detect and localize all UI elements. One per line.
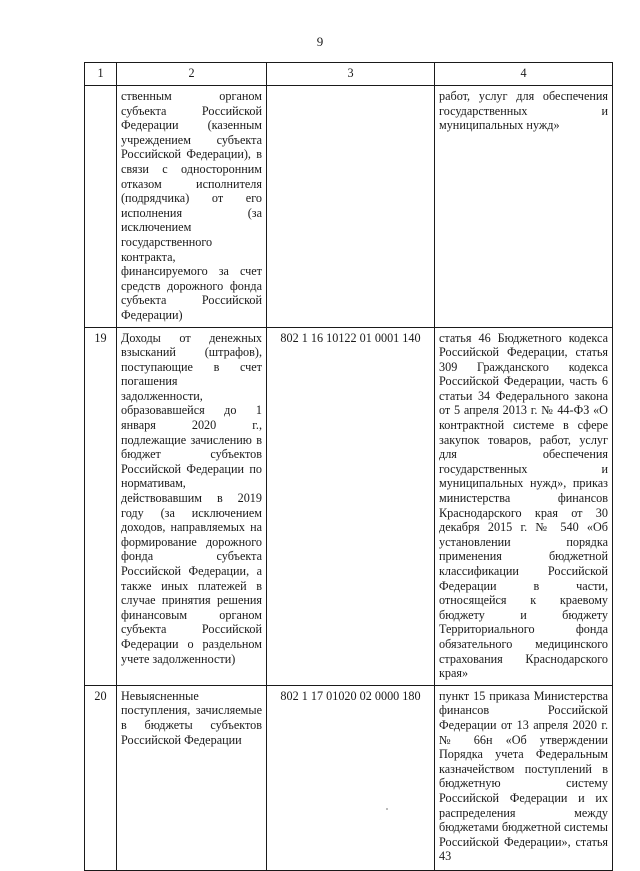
row-basis: работ, услуг для обеспечения государственных и муниципальных нужд» [435,86,613,328]
row-description: Доходы от денежных взысканий (штрафов), поступающие в счет погашения задолженности, образовавшейся до 1 января 2020 г., подлежащие зачислению в бюджет субъектов Российской Федерации по нормативам, действовавшим в 2019 году (за исключением доходов, направляемых на формирование дорожного фонда субъекта Российской Федерации, а также иных платежей в случае принятия решения финансовым органом субъекта Российской Федерации о раздельном учете задолженности) [117,327,267,685]
page-number: 9 [316,34,324,49]
column-header-2: 2 [117,63,267,86]
revenue-table [84,62,613,871]
table-row [85,685,613,870]
column-header-3: 3 [267,63,435,86]
row-basis: пункт 15 приказа Министерства финансов Российской Федерации от 13 апреля 2020 г. № 66н «Об утверждении Порядка учета Федеральным казначейством поступлений в бюджетную систему Российской Федерации и их распределения между бюджетами бюджетной системы Российской Федерации», статья 43 [435,685,613,870]
row-basis: статья 46 Бюджетного кодекса Российской Федерации, статья 309 Гражданского кодекса Российской Федерации, часть 6 статьи 34 Федерального закона от 5 апреля 2013 г. № 44-ФЗ «О контрактной системе в сфере закупок товаров, работ, услуг для обеспечения государственных и муниципальных нужд», приказ министерства финансов Краснодарского края от 30 декабря 2015 г. № 540 «Об установлении порядка применения бюджетной классификации Российской Федерации в части, относящейся к краевому бюджету и бюджету Территориального фонда обязательного медицинского страхования Краснодарского края» [435,327,613,685]
column-header-1: 1 [85,63,117,86]
table-row [85,327,613,685]
row-number: 20 [85,685,117,870]
row-description: Невыясненные поступления, зачисляемые в бюджеты субъектов Российской Федерации [117,685,267,870]
row-number [85,86,117,328]
row-code [267,86,435,328]
table-row [85,86,613,328]
row-code: 802 1 17 01020 02 0000 180 [267,685,435,870]
table-header-row [85,63,613,86]
row-description: ственным органом субъекта Российской Федерации (казенным учреждением субъекта Российской Федерации), в связи с односторонним отказом исполнителя (подрядчика) от его исполнения (за исключением государственного контракта, финансируемого за счет средств дорожного фонда субъекта Российской Федерации) [117,86,267,328]
scan-speck [386,808,388,810]
row-number: 19 [85,327,117,685]
column-header-4: 4 [435,63,613,86]
row-code: 802 1 16 10122 01 0001 140 [267,327,435,685]
